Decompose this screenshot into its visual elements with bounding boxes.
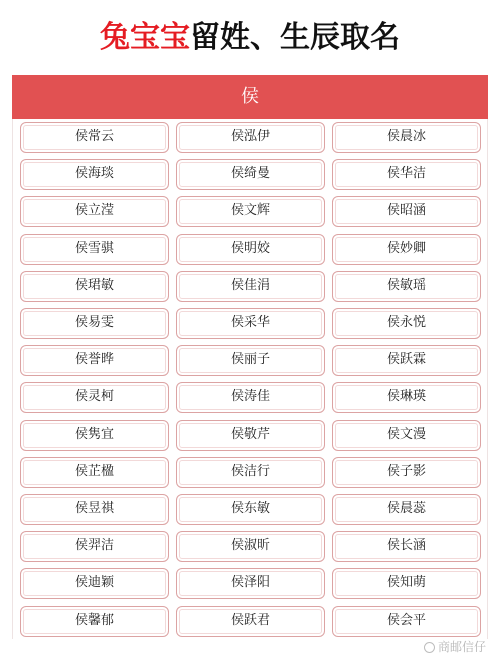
name-cell: 侯会平 — [332, 606, 481, 637]
name-cell: 侯敏瑶 — [332, 271, 481, 302]
name-cell: 侯羿洁 — [20, 531, 169, 562]
name-cell: 侯洁行 — [176, 457, 325, 488]
name-cell: 侯灵柯 — [20, 382, 169, 413]
watermark-text: 商邮信仔 — [437, 640, 486, 654]
name-cell: 侯昱祺 — [20, 494, 169, 525]
surname-banner — [12, 75, 488, 119]
name-cell: 侯泽阳 — [176, 568, 325, 599]
page-title — [0, 16, 500, 60]
surname-label: 侯 — [241, 86, 259, 107]
name-cell: 侯永悦 — [332, 308, 481, 339]
name-cell: 侯采华 — [176, 308, 325, 339]
name-cell: 侯子影 — [332, 457, 481, 488]
name-cell: 侯琳瑛 — [332, 382, 481, 413]
name-cell: 侯昭涵 — [332, 196, 481, 227]
title-text: 留姓、生辰取名 — [190, 20, 400, 55]
camera-icon — [424, 642, 435, 653]
name-cell: 侯泓伊 — [176, 122, 325, 153]
name-cell: 侯丽子 — [176, 345, 325, 376]
name-cell: 侯隽宜 — [20, 420, 169, 451]
name-cell: 侯明姣 — [176, 234, 325, 265]
name-cell: 侯雪骐 — [20, 234, 169, 265]
name-cell: 侯敬芹 — [176, 420, 325, 451]
name-cell: 侯绮曼 — [176, 159, 325, 190]
name-cell: 侯海琰 — [20, 159, 169, 190]
watermark — [424, 638, 486, 655]
name-cell: 侯晨蕊 — [332, 494, 481, 525]
name-cell: 侯文漫 — [332, 420, 481, 451]
name-cell: 侯文辉 — [176, 196, 325, 227]
brand-name: 兔宝宝 — [100, 20, 190, 55]
name-cell: 侯誉晔 — [20, 345, 169, 376]
name-cell: 侯华洁 — [332, 159, 481, 190]
name-cell: 侯淑昕 — [176, 531, 325, 562]
name-cell: 侯馨郁 — [20, 606, 169, 637]
name-cell: 侯知萌 — [332, 568, 481, 599]
name-cell: 侯晨冰 — [332, 122, 481, 153]
name-cell: 侯立滢 — [20, 196, 169, 227]
name-cell: 侯易雯 — [20, 308, 169, 339]
name-cell: 侯长涵 — [332, 531, 481, 562]
name-cell: 侯跃霖 — [332, 345, 481, 376]
name-cell: 侯东敏 — [176, 494, 325, 525]
name-cell: 侯迪颖 — [20, 568, 169, 599]
name-cell: 侯芷楹 — [20, 457, 169, 488]
name-cell: 侯珺敏 — [20, 271, 169, 302]
name-cell: 侯常云 — [20, 122, 169, 153]
name-cell: 侯涛佳 — [176, 382, 325, 413]
name-cell: 侯佳涓 — [176, 271, 325, 302]
name-cell: 侯跃君 — [176, 606, 325, 637]
name-cell: 侯妙卿 — [332, 234, 481, 265]
name-grid — [12, 119, 488, 639]
